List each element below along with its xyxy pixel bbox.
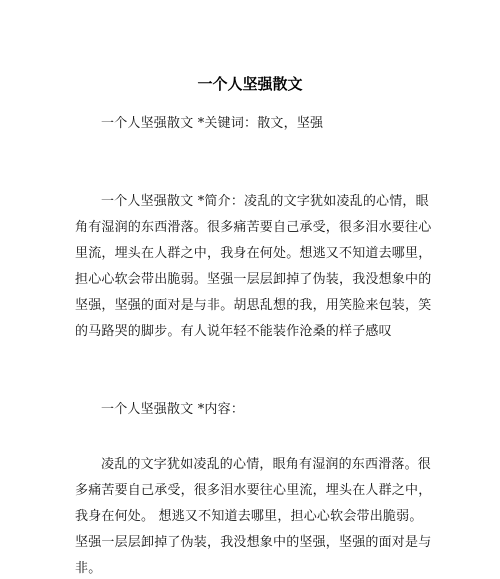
content-line-1: 凌乱的文字犹如凌乱的心情，眼角有湿润的东西滑落。很 xyxy=(101,457,432,472)
document-title: 一个人坚强散文 xyxy=(197,75,303,93)
summary-line-6: 的马路哭的脚步。有人说年轻不能装作沧桑的样子感叹 xyxy=(75,324,392,339)
content-line-5: 非。 xyxy=(75,561,102,576)
content-line-3: 我身在何处。 想逃又不知道去哪里，担心心软会带出脆弱。 xyxy=(75,509,423,524)
summary-line-1: 一个人坚强散文 *简介：凌乱的文字犹如凌乱的心情，眼 xyxy=(101,194,429,209)
keywords-line: 一个人坚强散文 *关键词：散文，坚强 xyxy=(101,116,324,131)
summary-line-2: 角有湿润的东西滑落。很多痛苦要自己承受，很多泪水要往心 xyxy=(75,220,432,235)
content-heading: 一个人坚强散文 *内容： xyxy=(101,402,245,417)
summary-line-3: 里流，埋头在人群之中，我身在何处。想逃又不知道去哪里， xyxy=(75,246,432,261)
summary-line-4: 担心心软会带出脆弱。坚强一层层卸掉了伪装，我没想象中的 xyxy=(75,272,432,287)
content-line-2: 多痛苦要自己承受，很多泪水要往心里流，埋头在人群之中， xyxy=(75,483,432,498)
content-line-4: 坚强一层层卸掉了伪装，我没想象中的坚强，坚强的面对是与 xyxy=(75,535,432,550)
summary-line-5: 坚强，坚强的面对是与非。胡思乱想的我，用笑脸来包装，笑 xyxy=(75,298,432,313)
